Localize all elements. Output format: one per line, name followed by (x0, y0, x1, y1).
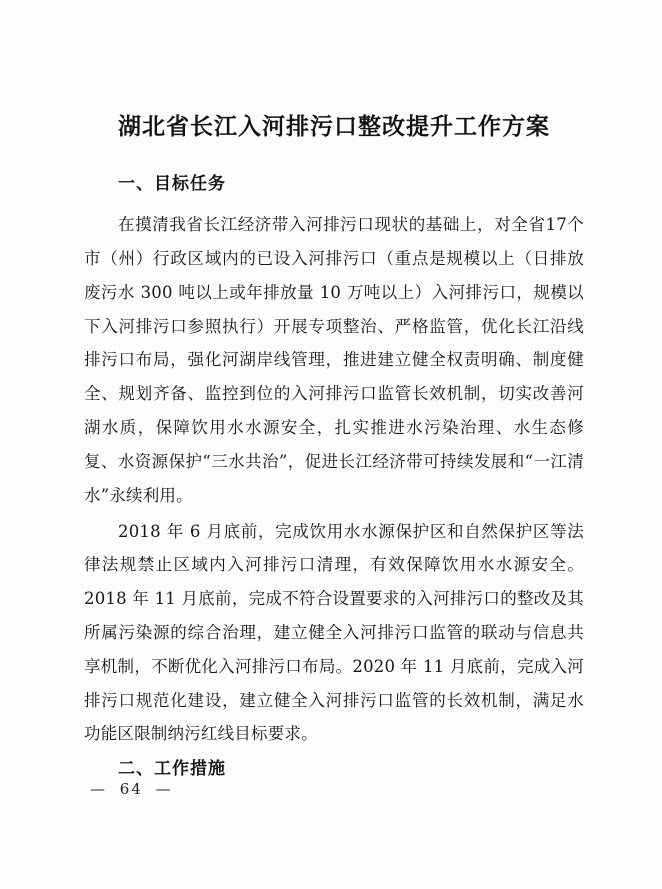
page-footer (84, 780, 584, 798)
footer-right-dash: — (155, 780, 173, 798)
footer-left-dash: — (90, 780, 107, 798)
document-body (84, 112, 584, 793)
footer-page-number: 64 (119, 780, 143, 798)
paragraph-1-1: 在摸清我省长江经济带入河排污口现状的基础上，对全省17个市（州）行政区域内的已设入河排污口（重点是规模以上（日排放废污水 300 吨以上或年排放量 10 万吨以上）入河排污口，规模以下入河排污口参照执行）开展专项整治、严格监管，优化长江沿线排污口布局，强化河湖岸线管理，推进建立健全权责明确、制度健全、规划齐备、监控到位的入河排污口监管长效机制，切实改善河湖水质，保障饮用水水源安全，扎实推进水污染治理、水生态修复、水资源保护“三水共治”，促进长江经济带可持续发展和“一江清水”永续利用。 (84, 215, 584, 505)
page-title: 湖北省长江入河排污口整改提升工作方案 (118, 113, 550, 140)
section-heading-2: 二、工作措施 (118, 759, 226, 780)
paragraph-1-2: 2018 年 6 月底前，完成饮用水水源保护区和自然保护区等法律法规禁止区域内入河排污口清理，有效保障饮用水水源安全。2018 年 11 月底前，完成不符合设置要求的入河排污口的整改及其所属污染源的综合治理，建立健全入河排污口监管的联动与信息共享机制，不断优化入河排污口布局。2020 年 11 月底前，完成入河排污口规范化建设，建立健全入河排污口监管的长效机制，满足水功能区限制纳污红线目标要求。 (84, 521, 584, 744)
section-heading-1: 一、目标任务 (118, 173, 226, 194)
